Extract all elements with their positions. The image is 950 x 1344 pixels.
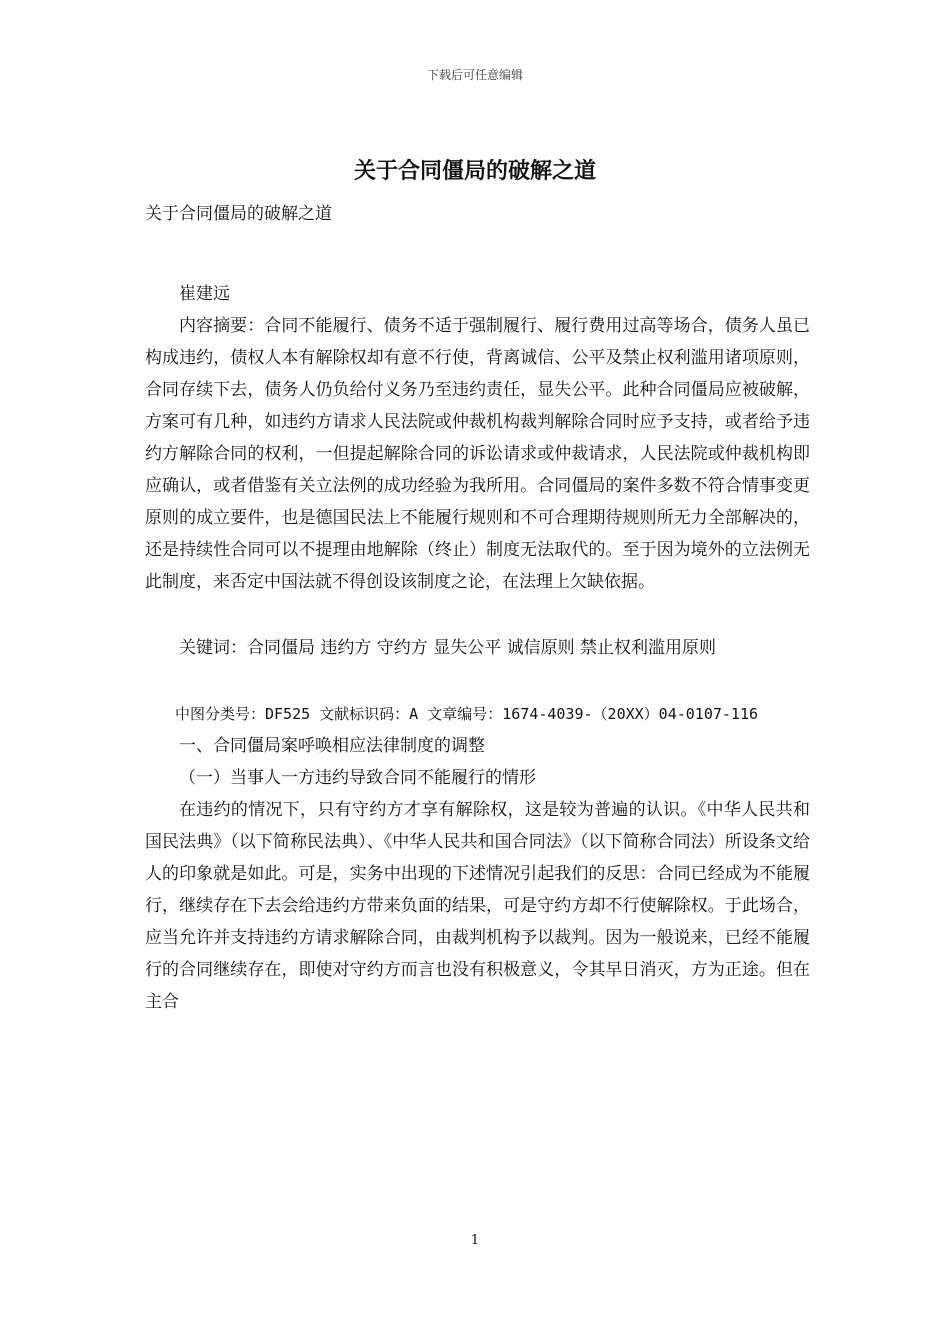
section-heading: 一、合同僵局案呼唤相应法律制度的调整 <box>179 736 485 756</box>
document-subtitle: 关于合同僵局的破解之道 <box>145 204 332 224</box>
abstract-paragraph: 内容摘要：合同不能履行、债务不适于强制履行、履行费用过高等场合，债务人虽已构成违约，债权人本有解除权却有意不行使，背离诚信、公平及禁止权利滥用诸项原则，合同存续下去，债务人仍负给付义务乃至违约责任，显失公平。此种合同僵局应被破解，方案可有几种，如违约方请求人民法院或仲裁机构裁判解除合同时应予支持，或者给予违约方解除合同的权利，一但提起解除合同的诉讼请求或仲裁请求，人民法院或仲裁机构即应确认，或者借鉴有关立法例的成功经验为我所用。合同僵局的案件多数不符合情事变更原则的成立要件，也是德国民法上不能履行规则和不可合理期待规则所无力全部解决的，还是持续性合同可以不提理由地解除（终止）制度无法取代的。至于因为境外的立法例无此制度，来否定中国法就不得创设该制度之论，在法理上欠缺依据。 <box>145 316 810 592</box>
page-number: 1 <box>470 1233 480 1248</box>
spacer <box>145 230 810 278</box>
header-note: 下载后可任意编辑 <box>426 68 523 82</box>
subsection-heading: （一）当事人一方违约导致合同不能履行的情形 <box>179 768 536 788</box>
document-title: 关于合同僵局的破解之道 <box>353 158 596 184</box>
body-paragraph: 在违约的情况下，只有守约方才享有解除权，这是较为普遍的认识。《中华人民共和国民法典》（以下简称民法典）、《中华人民共和国合同法》（以下简称合同法）所设条文给人的印象就是如此。可是，实务中出现的下述情况引起我们的反思：合同已经成为不能履行，继续存在下去会给违约方带来负面的结果，可是守约方却不行使解除权。于此场合，应当允许并支持违约方请求解除合同，由裁判机构予以裁判。因为一般说来，已经不能履行的合同继续存在，即使对守约方而言也没有积极意义，令其早日消灭，方为正途。但在主合 <box>145 800 810 1012</box>
keywords-line: 关键词：合同僵局 违约方 守约方 显失公平 诚信原则 禁止权利滥用原则 <box>179 638 717 658</box>
spacer <box>145 664 810 698</box>
spacer <box>145 598 810 632</box>
classification-line: 中图分类号：DF525 文献标识码：A 文章编号：1674-4039-（20XX）04-0107-116 <box>175 705 759 723</box>
document-body <box>145 198 810 1018</box>
author-name: 崔建远 <box>179 284 230 304</box>
